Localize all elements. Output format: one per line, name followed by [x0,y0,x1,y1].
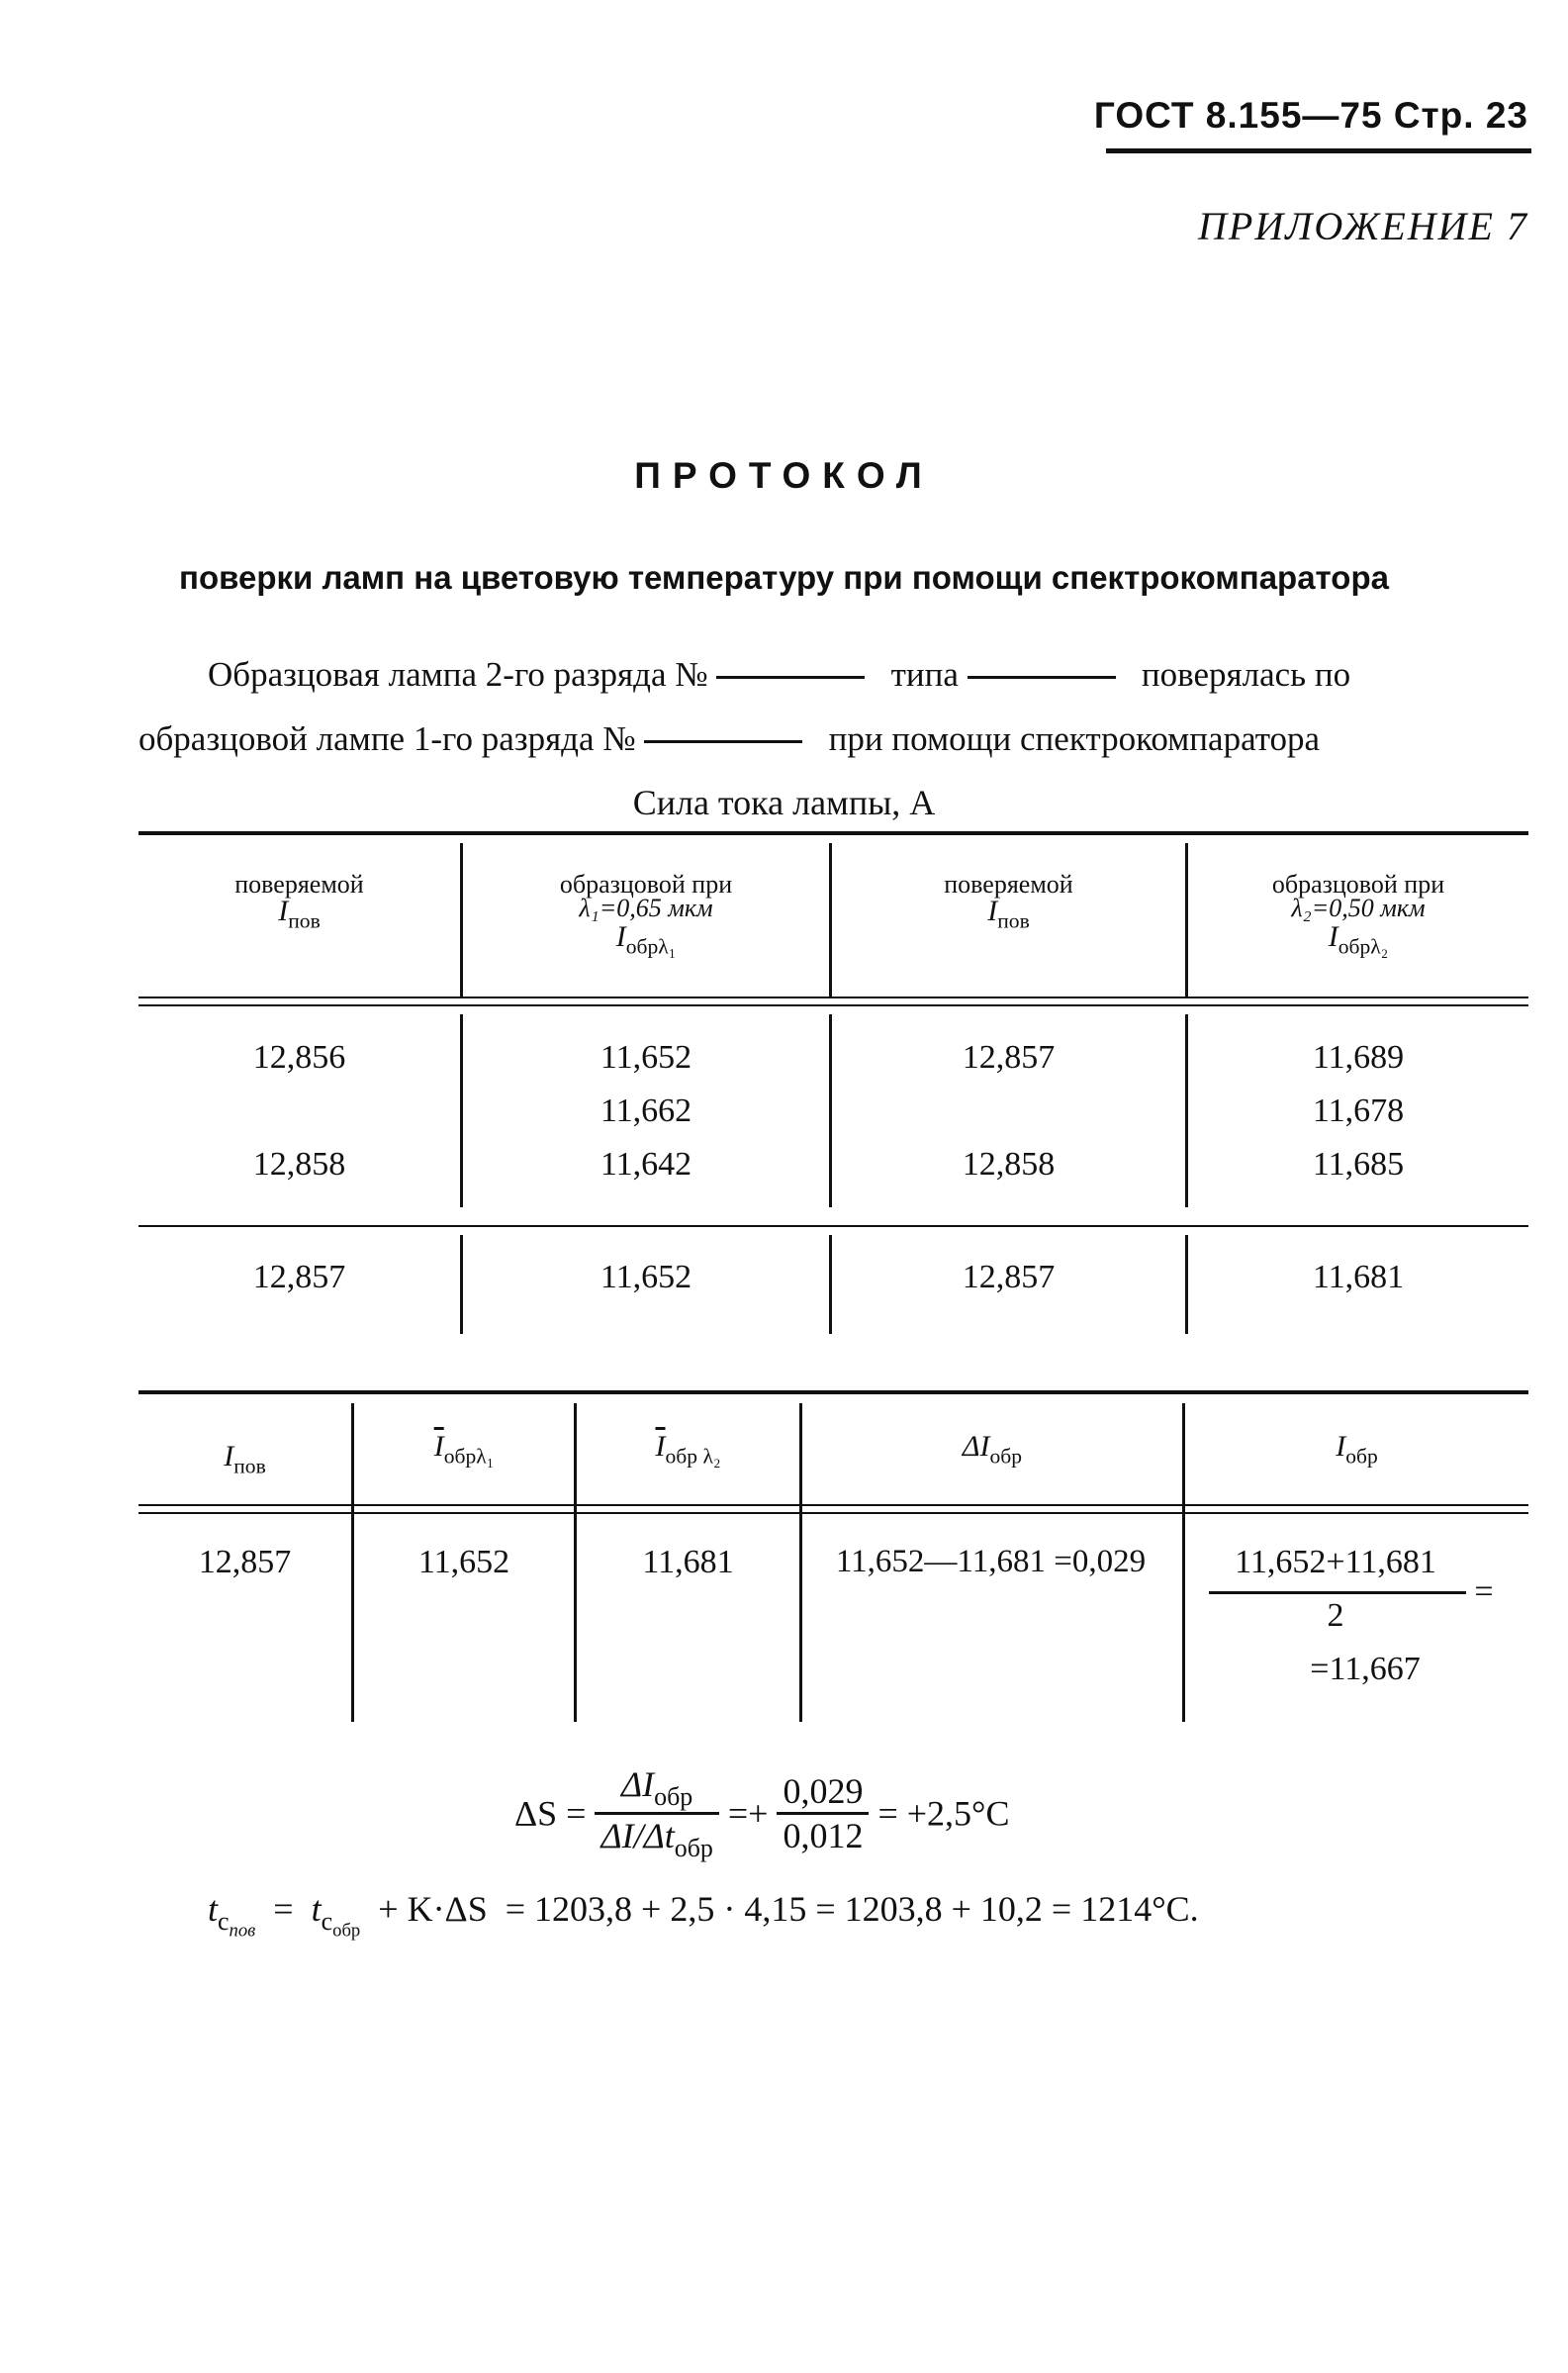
table2-vline [351,1403,354,1542]
table1-cell: 12,857 [962,1039,1056,1076]
header-condition: λ₂=0,50 мкм [1291,894,1426,922]
intro-line1-text-c: поверялась по [1141,655,1351,694]
intro-line1-text-a: Образцовая лампа 2-го разряда № [208,655,708,694]
table2-top-rule [138,1390,1528,1394]
table2-mean-equals: = [1474,1573,1494,1610]
formula1-fraction-2: $\frac{0,029}{0,012}$ [777,1770,869,1856]
table1-cell: 11,662 [600,1092,692,1129]
formula1-lhs: ΔS = [514,1793,587,1834]
reference-lamp-number-blank [644,740,802,743]
header-symbol: $I_{обр\lambda_1}$ [615,920,677,959]
table2-cell-i-obr-l2: 11,681 [642,1544,734,1580]
header-symbol: $I_{пов}$ [987,895,1030,933]
table1-header-reference-l1 [463,870,829,964]
table2-header-rule [138,1504,1528,1506]
table2-header-i-obr-l1: $\overline{I}_{обр\lambda_1}$ [433,1430,495,1469]
table2-header-i-obr-l2: $\overline{I}_{обр \lambda_2}$ [655,1430,721,1469]
table1-cell: 12,858 [962,1146,1056,1183]
header-label: образцовой при [1271,870,1445,899]
formula2-plus-k: + K·ΔS [378,1889,488,1929]
table2-header-rule [138,1512,1528,1514]
table2-mean-denominator: 2 [1327,1597,1344,1634]
formula2-equals: = [273,1889,294,1929]
document-subtitle: поверки ламп на цветовую температуру при помощи спектрокомпаратора [179,559,1389,596]
formula2-computation: = 1203,8 + 2,5 · 4,15 = 1203,8 + 10,2 = 1214°C. [505,1889,1199,1929]
table1-header-tested [138,870,460,936]
table2-header-i-pov: $I_{пов}$ [224,1440,266,1478]
table2-vline [574,1403,577,1542]
header-label: поверяемой [234,870,364,899]
header-label: образцовой при [559,870,733,899]
formula1-equals-plus: =+ [727,1793,769,1834]
header-symbol: $I_{обр\lambda_2}$ [1328,920,1389,959]
intro-line-2 [138,719,1320,759]
table1-cell: 11,652 [600,1039,692,1076]
table1-caption: Сила тока лампы, А [632,783,936,822]
table2-vline [1182,1524,1185,1722]
intro-line2-text-b: при помощи спектрокомпаратора [828,719,1321,758]
table2-mean-result: =11,667 [1310,1651,1421,1687]
table1-header-reference-l2 [1188,870,1528,964]
table1-header-tested-2 [832,870,1185,936]
table1-cell: 12,856 [252,1039,346,1076]
table1-total: 12,857 [252,1259,346,1295]
header-condition: λ₁=0,65 мкм [579,894,713,922]
table2-mean-fraction-bar [1209,1591,1466,1594]
table2-header-delta-i: $\Delta I_{обр}$ [962,1430,1023,1469]
lamp-number-blank [716,676,865,679]
table2-cell-i-pov: 12,857 [198,1544,292,1580]
table1-total: 12,857 [962,1259,1056,1295]
header-label: поверяемой [944,870,1073,899]
table1-cell: 11,642 [600,1146,692,1183]
table2-mean-numerator: 11,652+11,681 [1235,1544,1436,1580]
formula1-fraction-1: $\frac{\Delta I_{обр}}{\Delta I/\Delta t_{обр}}$ [595,1763,718,1863]
formula-temperature: $t_{c_{пов}} = t_{c_{обр}} + K\cdot\Delta S = 1203,8 + 2,5 \cdot 4,15 = 1203,8 + 10,2 = 1214^\circ C$. [208,1889,1199,1942]
intro-line-1 [208,655,1350,695]
table1-total: 11,652 [600,1259,692,1295]
table1-cell: 11,689 [1312,1039,1405,1076]
appendix-label: ПРИЛОЖЕНИЕ 7 [1198,204,1528,248]
table2-cell-i-obr-l1: 11,652 [417,1544,510,1580]
table2-cell-delta: 11,652—11,681 =0,029 [835,1544,1147,1579]
table1-totals-rule [138,1225,1528,1227]
table1-cell: 11,678 [1312,1092,1405,1129]
table2-vline [799,1403,802,1542]
table2-vline [1182,1403,1185,1542]
intro-line2-text-a: образцовой лампе 1-го разряда № [138,719,636,758]
document-title: ПРОТОКОЛ [634,455,934,496]
intro-line1-text-b: типа [890,655,959,694]
table1-cell: 12,858 [252,1146,346,1183]
formula1-result: = +2,5°C [877,1793,1010,1834]
table1-total: 11,681 [1312,1259,1405,1295]
table1-header-rule [138,1004,1528,1006]
table1-header-rule [138,997,1528,998]
table2-header-i-obr: $I_{обр}$ [1336,1430,1378,1469]
lamp-type-blank [968,676,1116,679]
header-divider [1106,148,1531,153]
formula-delta-s [514,1763,1009,1863]
table1-top-rule [138,831,1528,835]
table1-cell: 11,685 [1312,1146,1405,1183]
standard-reference: ГОСТ 8.155—75 Стр. 23 [1093,95,1528,136]
header-symbol: $I_{пов}$ [278,895,321,933]
